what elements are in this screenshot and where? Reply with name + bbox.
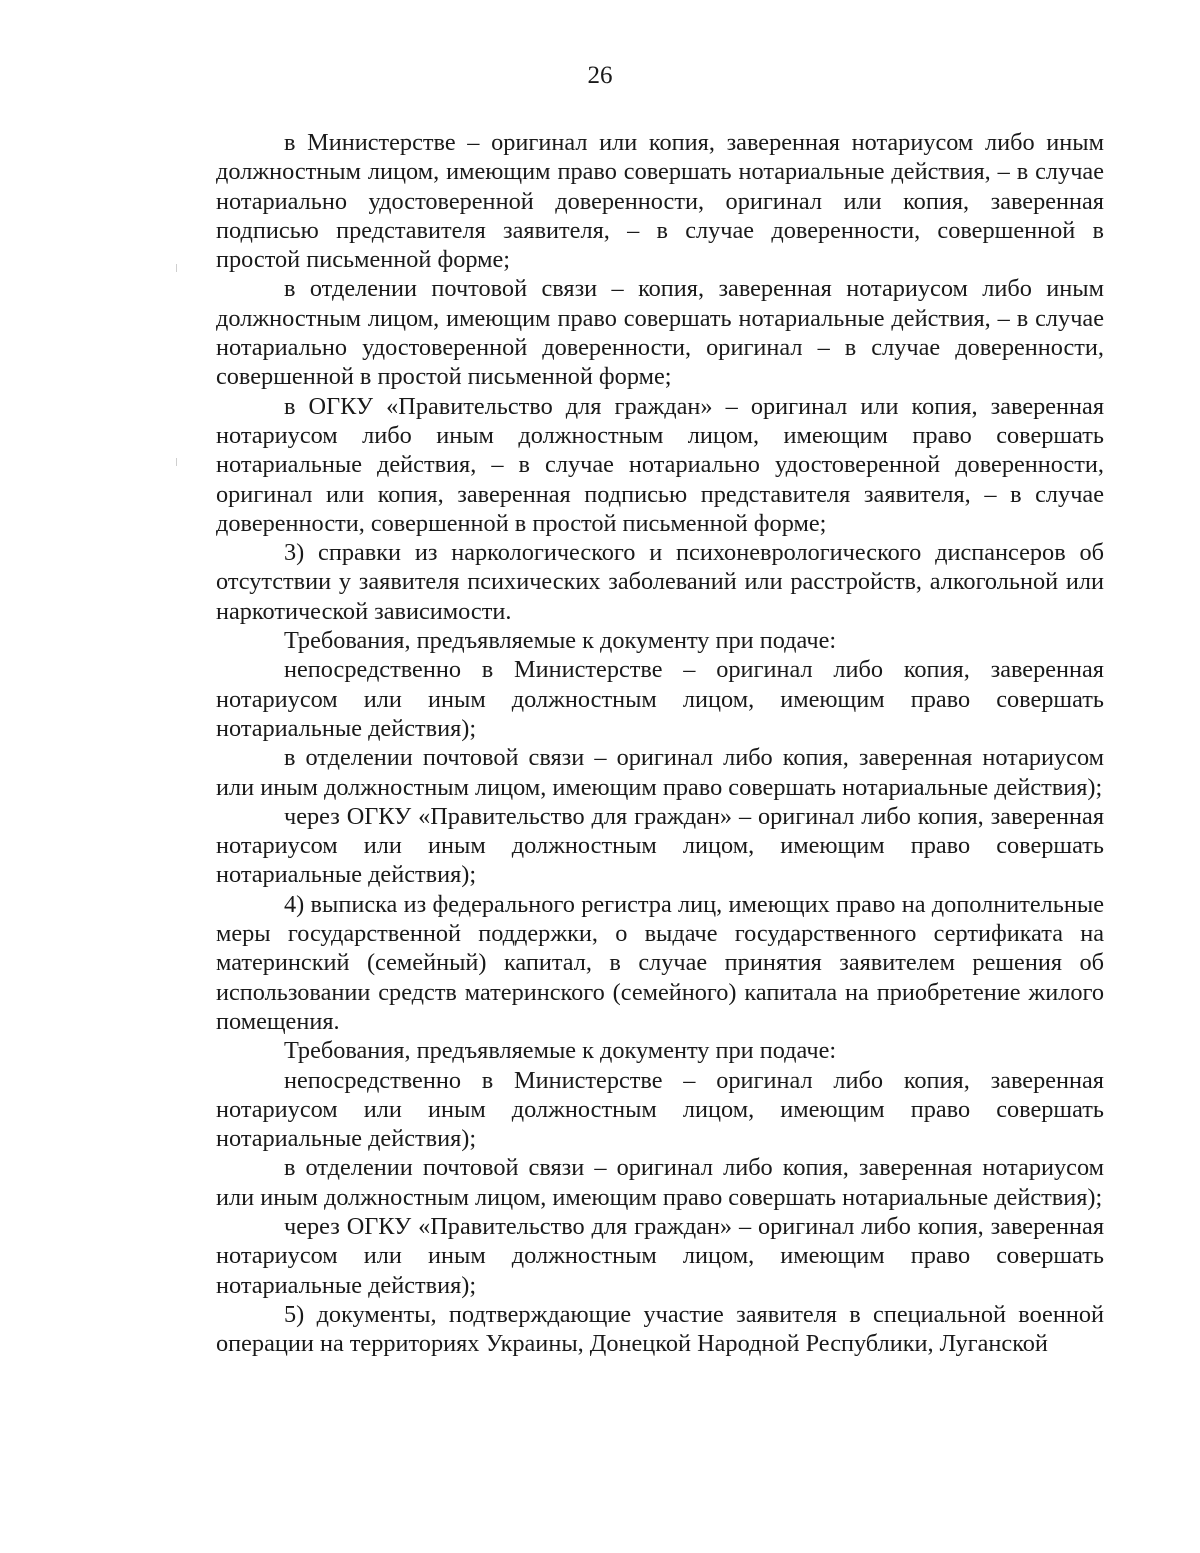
paragraph-post-office-submission: в отделении почтовой связи – оригинал либо копия, заверенная нотариусом или иным должностным лицом, имеющим право совершать нотариальные действия);: [216, 744, 1104, 801]
paragraph-item-3-medical-certificates: 3) справки из наркологического и психоневрологического диспансеров об отсутствии у заявителя психических заболеваний или расстройств, алкогольной или наркотической зависимости.: [216, 539, 1104, 625]
paragraph-post-office-submission: в отделении почтовой связи – оригинал либо копия, заверенная нотариусом или иным должностным лицом, имеющим право совершать нотариальные действия);: [216, 1154, 1104, 1211]
paragraph-ogku-submission: через ОГКУ «Правительство для граждан» – оригинал либо копия, заверенная нотариусом или иным должностным лицом, имеющим право совершать нотариальные действия);: [216, 802, 1104, 889]
paragraph-requirements-heading: Требования, предъявляемые к документу при подаче:: [284, 1037, 837, 1065]
margin-tick-mark: [176, 264, 177, 272]
paragraph-ministry-submission: непосредственно в Министерстве – оригинал либо копия, заверенная нотариусом или иным должностным лицом, имеющим право совершать нотариальные действия);: [216, 1066, 1104, 1153]
paragraph-post-office-power-of-attorney: в отделении почтовой связи – копия, заверенная нотариусом либо иным должностным лицом, имеющим право совершать нотариальные действия, – в случае нотариально удостоверенной доверенности, оригинал – в случае доверенности, совершенной в простой письменной форме;: [216, 275, 1104, 391]
paragraph-ministry-power-of-attorney: в Министерстве – оригинал или копия, заверенная нотариусом либо иным должностным лицом, имеющим право совершать нотариальные действия, – в случае нотариально удостоверенной доверенности, оригинал или копия, заверенная подписью представителя заявителя, – в случае доверенности, совершенной в простой письменной форме;: [216, 129, 1104, 274]
document-body: [216, 128, 1104, 1358]
paragraph-ogku-submission: через ОГКУ «Правительство для граждан» – оригинал либо копия, заверенная нотариусом или иным должностным лицом, имеющим право совершать нотариальные действия);: [216, 1212, 1104, 1299]
paragraph-requirements-heading: Требования, предъявляемые к документу при подаче:: [284, 627, 837, 655]
paragraph-ogku-power-of-attorney: в ОГКУ «Правительство для граждан» – оригинал или копия, заверенная нотариусом либо иным должностным лицом, имеющим право совершать нотариальные действия, – в случае нотариально удостоверенной доверенности, оригинал или копия, заверенная подписью представителя заявителя, – в случае доверенности, совершенной в простой письменной форме;: [216, 392, 1104, 537]
margin-tick-mark: [176, 458, 177, 466]
paragraph-item-4-federal-register-extract: 4) выписка из федерального регистра лиц, имеющих право на дополнительные меры государственной поддержки, о выдаче государственного сертификата на материнский (семейный) капитал, в случае принятия заявителем решения об использовании средств материнского (семейного) капитала на приобретение жилого помещения.: [216, 890, 1104, 1035]
page-number: 26: [587, 62, 613, 89]
paragraph-ministry-submission: непосредственно в Министерстве – оригинал либо копия, заверенная нотариусом или иным должностным лицом, имеющим право совершать нотариальные действия);: [216, 656, 1104, 742]
paragraph-item-5-military-operation-documents: 5) документы, подтверждающие участие заявителя в специальной военной операции на территориях Украины, Донецкой Народной Республики, Луганской: [216, 1300, 1104, 1358]
